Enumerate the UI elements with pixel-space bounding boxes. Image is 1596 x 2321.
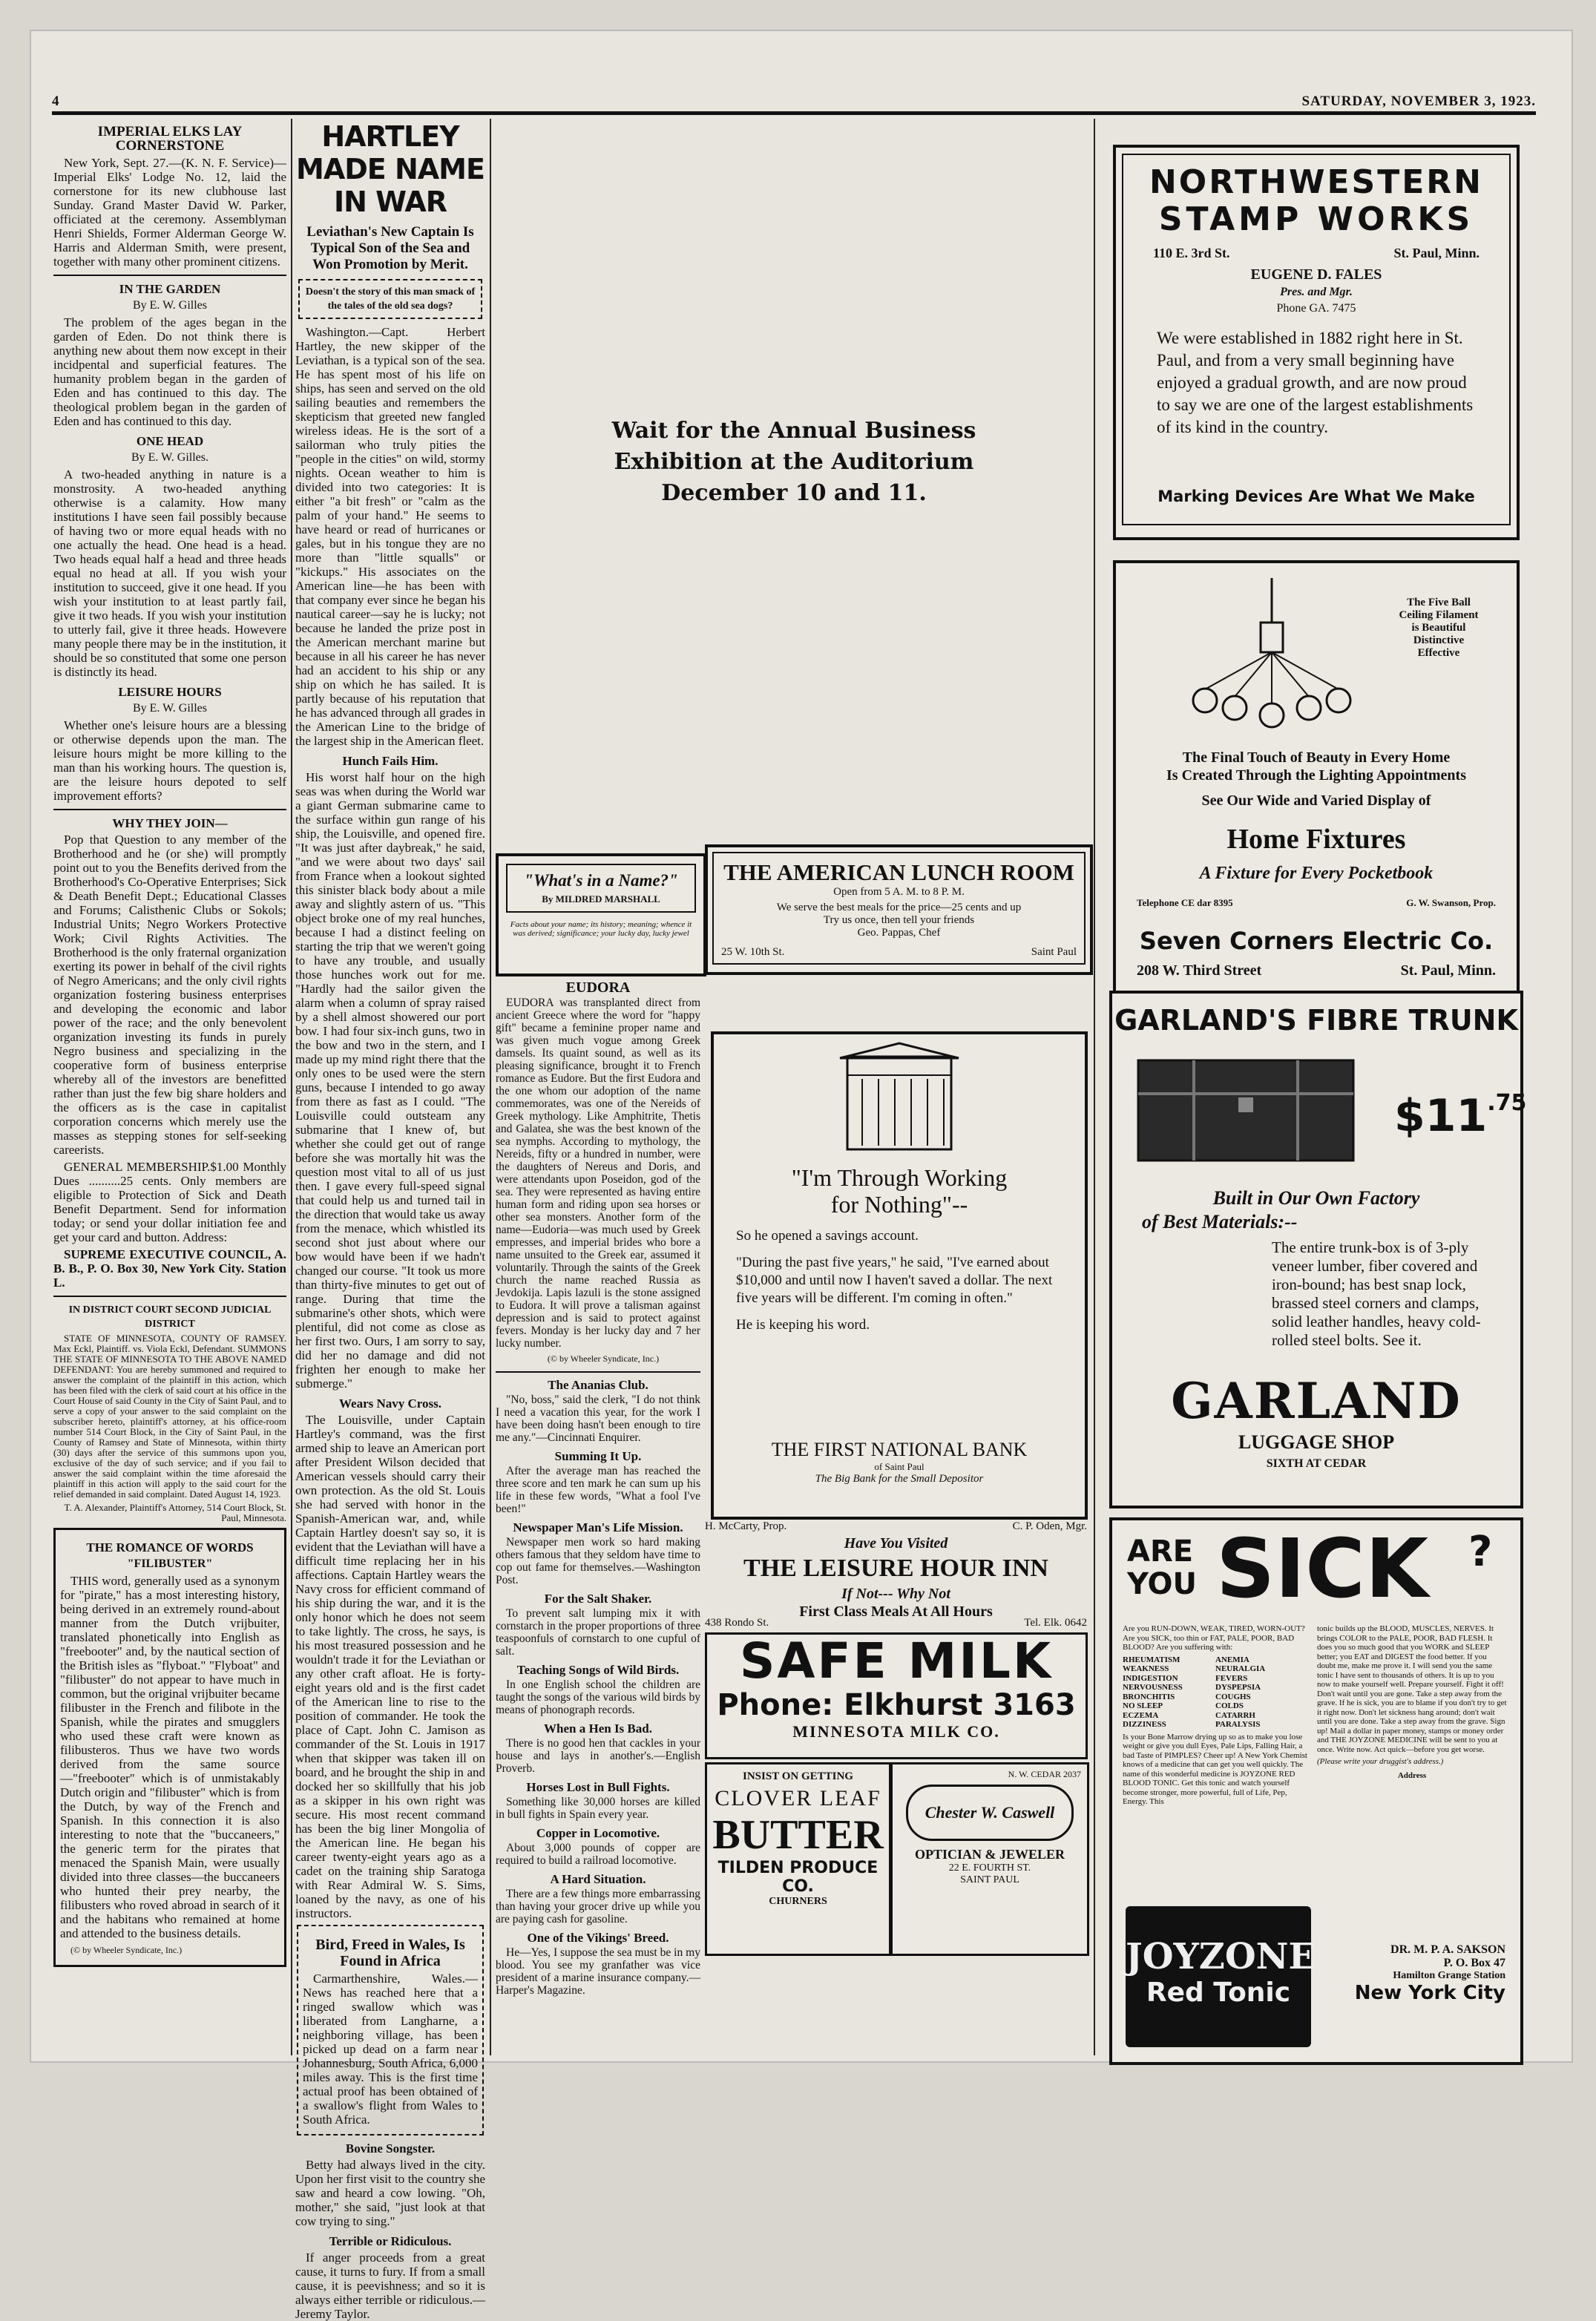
bovine-article: Betty had always lived in the city. Upon her first visit to the country she saw and heard a cow lowing. "Oh, mother," she said, "just look at that cow trying to sing."	[295, 2158, 485, 2228]
trunk-price-dollars: $11	[1394, 1090, 1488, 1142]
hartley-article-part1: Washington.—Capt. Herbert Hartley, the new skipper of the Leviathan, is a typical son of the sea. He has spent most of his life on ships, has seen and served on the old sailing beauties and remembers the skepticism that greeted new fangled wireless ideas. He is the sort of a sailorman who truly pities the "people in the cities" on wild, stormy nights. Ocean weather to him is divided into two categories: It is either "a bit fresh" or "calm as the palm of your hand." He seems to have heard or read of hurricanes or gales, but in his tongue they are no more than "little squalls" or "kickups." His associates on the American line—he has been with that company ever since he began his nautical career—say he is lucky; not because he landed the prize post in the American merchant marine but because in all his career he has never had an accident to his ship or any ship on which he has sailed. It is partly because of his reputation that he has advanced through all grades in the American Line to the bridge of the largest ship in the American fleet.	[295, 325, 485, 748]
eudora-column	[496, 976, 700, 2055]
romance-article: THIS word, generally used as a synonym for "pirate," has a most interesting history, being derived in an extremely round-about manner from the Dutch vrijbuiter, translated phonetically into English as "freebooter" and, by the nautical section of the British isles as "flyboat." "Flyboat" and "filibuster" do not appear to have much in common, but the original vrijbuiter became filibuster in the French and filibote in the Spanish, while the pirates and smugglers who used these craft were known as filibusteros. Thus we have two words derived from the same source—"freebooter" which is of unmistakably Dutch origin and "filibuster" which is from the Dutch, by way of the French and Spanish. In this connection it is also interesting to note that the "buccaneers," the generic term for the pirates that menaced the Spanish Main, were usually divided into three classes—the buccaneers who hunted their prey nearby, the filibusters who roved abroad in search of it and the habitans who remained at home and attended to the business details.	[60, 1574, 280, 1940]
lunch-room-city: Saint Paul	[1031, 946, 1077, 958]
caswell-city: SAINT PAUL	[960, 1874, 1019, 1885]
lunch-room-title: THE AMERICAN LUNCH ROOM	[723, 859, 1074, 885]
salt-article: To prevent salt lumping mix it with cornstarch in the proper proportions of three teaspoonfuls of cornstarch to one cupful of salt.	[496, 1607, 700, 1658]
trunk-built-1: Built in Our Own Factory	[1212, 1187, 1420, 1209]
newspaper-article: Newspaper men work so hard making others famous that they seldom have time to cop out fame for themselves.—Washington Post.	[496, 1536, 700, 1586]
bank-signature	[729, 1439, 1070, 1485]
ailment-item: COLDS	[1215, 1701, 1244, 1710]
divider	[53, 1296, 286, 1297]
trunk-illustration	[1134, 1053, 1357, 1164]
page-number: 4	[52, 93, 59, 109]
trunk-price-cents: .75	[1487, 1090, 1527, 1116]
ailment-item: RHEUMATISM	[1123, 1655, 1180, 1664]
hartley-pullquote: Doesn't the story of this man smack of the tales of the old sea dogs?	[298, 279, 482, 319]
court-summons: STATE OF MINNESOTA, COUNTY OF RAMSEY. Max Eckl, Plaintiff. vs. Viola Eckl, Defendant. SUMMONS THE STATE OF MINNESOTA TO THE ABOVE NAMED DEFENDANT: You are hereby summoned and required to answer the complaint of the plaintiff in this action, which has been filed with the clerk of said court at his office in the Court House of said County in the City of Saint Paul, and to serve a copy of your answer to the said complaint on the subscriber hereto, plaintiff's attorney, at his office-room number 514 Court Block, in the City of Saint Paul, in the County of Ramsey and State of Minnesota, within thirty (30) days after the service of this summons upon you, exclusive of the day of such service; and if you fail to answer the said complaint within the time aforesaid the plaintiff in this action will apply to the said court for the relief demanded in said complaint. Dated August 14, 1923.	[53, 1333, 286, 1500]
sick-left-column	[1123, 1624, 1308, 1807]
leisure-inn-ifnot: If Not--- Why Not	[841, 1586, 950, 1602]
home-fixtures: Home Fixtures	[1226, 824, 1406, 855]
bank-slogan: The Big Bank for the Small Depositor	[815, 1473, 984, 1485]
leisure-inn-manager: C. P. Oden, Mgr.	[1012, 1520, 1087, 1532]
summing-headline: Summing It Up.	[554, 1449, 642, 1463]
garden-headline: IN THE GARDEN	[119, 282, 221, 296]
clover-insist: INSIST ON GETTING	[743, 1770, 853, 1782]
ailment-item: DYSPEPSIA	[1215, 1683, 1261, 1692]
bank-line-1: So he opened a savings account.	[736, 1228, 919, 1244]
summing-article: After the average man has reached the three score and ten mark he can sum up his life in these few words, "What a fool I've been!"	[496, 1465, 700, 1515]
electric-pocketbook: A Fixture for Every Pocketbook	[1199, 864, 1434, 883]
eudora-article: EUDORA was transplanted direct from ancient Greece where the word for "happy gift" became a feminine proper name and was given much vogue among Greek damsels. Its quaint sound, as well as its pleasing significance, brought it to French romance as Eudore. But the first Eudora and the one whom our adoption of the name commemorates, was one of the Nereids of Greek mythology. Like Amphitrite, Thetis and Galatea, she was the best known of the sea nymphs. According to mythology, the Nereids, fifty or a hundred in number, were the daughters of Nereus and Doris, and were attendants upon Poseidon, god of the sea. They were represented as having entire human form and riding upon sea horses or other sea monsters. Another form of the name—Eudoria—was much used by Greek empresses, and imperial brides who bore a name unsuited to the Greek ear, assumed it voluntarily. Through the saints of the Greek church the name reached Russia as Jevdokija. Lapis lazuli is the stone assigned to Eudora. It will prove a talisman against depression and is said to protect against fevers. Monday is her lucky day and 7 her lucky number.	[496, 997, 700, 1350]
clover-churners: CHURNERS	[769, 1896, 827, 1907]
ailment-item: CATARRH	[1215, 1710, 1255, 1720]
caswell-address: 22 E. FOURTH ST.	[948, 1862, 1031, 1874]
salt-headline: For the Salt Shaker.	[544, 1592, 652, 1606]
leisure-inn-visited: Have You Visited	[844, 1535, 948, 1552]
joyzone-red-tonic: Red Tonic	[1146, 1977, 1291, 2008]
trunk-price	[1394, 1090, 1526, 1142]
joyzone-logo: JOYZONE	[1126, 1936, 1316, 1977]
newspaper-headline: Newspaper Man's Life Mission.	[513, 1520, 683, 1534]
column-rule	[490, 119, 491, 2055]
trunk-built	[1112, 1186, 1520, 1234]
hartley-article-part3: The Louisville, under Captain Hartley's command, was the first armed ship to leave an American port after President Wilson decided that American vessels should carry their own protection. As the old St. Louis she had served with honor in the Spanish-American war, and, while Captain Hartley doesn't say so, it is evident that the Leviathan will have a difficult time replacing her in his affections. Captain Hartley wears the Navy cross for efficient command of his ship during the war, and it is the only honor which he does not seem to take lightly. The cross, he says, is his most treasured possession and he wouldn't trade it for the Leviathan or any other craft afloat. He is forty-eight years old and is the first cadet of the American line to rise to the position of commander. He took the place of Capt. John C. Jamison as commander of the St. Louis in 1917 when that skipper was taken ill on board, and he brought the ship in and docked her so skillfully that his job as a skipper in his own right was secure. His most recent command has been the big liner Mongolia of the American line. He began his career twenty-eight years ago as a cadet on the training ship Saratoga with Rear Admiral W. S. Sims, loaned by the navy, as one of his instructors.	[295, 1413, 485, 1920]
lunch-room-chef: Geo. Pappas, Chef	[857, 927, 941, 939]
ailment-item: DIZZINESS	[1123, 1720, 1166, 1729]
court-signature: T. A. Alexander, Plaintiff's Attorney, 514 Court Block, St. Paul, Minnesota.	[64, 1502, 286, 1523]
garden-byline: By E. W. Gilles	[132, 299, 207, 312]
electric-city: St. Paul, Minn.	[1400, 962, 1496, 979]
clover-leaf-butter-ad	[705, 1762, 891, 1956]
situation-headline: A Hard Situation.	[550, 1872, 646, 1886]
bird-headline: Bird, Freed in Wales, Is Found in Africa	[315, 1937, 465, 1969]
leisure-inn-name: THE LEISURE HOUR INN	[743, 1555, 1048, 1582]
sick-you: YOU	[1127, 1567, 1198, 1601]
column-rule	[291, 119, 292, 2055]
eudora-credit: (© by Wheeler Syndicate, Inc.)	[547, 1353, 660, 1364]
safe-milk-title: SAFE MILK	[739, 1632, 1054, 1690]
ailment-item: PARALYSIS	[1215, 1720, 1261, 1729]
ailment-item: ECZEMA	[1123, 1710, 1159, 1720]
page-header	[52, 91, 1536, 113]
electric-line-1: The Final Touch of Beauty in Every Home	[1182, 749, 1451, 766]
sick-address-label: Address	[1397, 1770, 1427, 1780]
stamp-works-body: We were established in 1882 right here in St. Paul, and from a very small beginning have enjoyed a gradual growth, and are now proud to say we are one of the largest establishments of its kind in the country.	[1157, 329, 1474, 436]
ailments-left	[1123, 1655, 1215, 1730]
join-article: Pop that Question to any member of the Brotherhood and he (or she) will promptly point out to you the Benefits derived from the Brotherhood's Co-Operative Enterprises; Sick & Death Benefit Dept.; Educational Classes and Forums; Calisthenic Clubs or Sokols; Industrial Units; Negro Workers Protective Work; Civil Rights Activities. The Brotherhood is the only fraternal organization exerting its power in behalf of the civil rights of Negro Americans; and the only civil rights organization fostering business enterprises and developing the economic and labor power of the race; and the only benevolent organization investing its funds in purely Negro business and specializing in the cooperative form of business enterprise whereby all of the investors are benefitted rather than just the few big share holders and the officers as is the case in capitalist corporation concerns which merely use the masses as stepping stones for self-seeking careerists.	[53, 833, 286, 1157]
sick-headline: SICK	[1216, 1521, 1429, 1616]
lunch-room-hours: Open from 5 A. M. to 8 P. M.	[833, 886, 965, 898]
vikings-article: He—Yes, I suppose the sea must be in my blood. You see my granfather was vice president of a marine insurance company.—Harper's Magazine.	[496, 1946, 700, 1997]
stamp-works-phone: Phone GA. 7475	[1276, 302, 1356, 315]
court-headline: IN DISTRICT COURT SECOND JUDICIAL DISTRICT	[68, 1304, 272, 1330]
join-fees: GENERAL MEMBERSHIP.$1.00 Monthly Dues ..........25 cents. Only members are eligible to Protection of Sick and Death Benefit Department. Send for information today; or send your dollar initiation fee and get your card and button. Address:	[53, 1160, 286, 1244]
romance-credit: (© by Wheeler Syndicate, Inc.)	[70, 1945, 183, 1955]
join-headline: WHY THEY JOIN—	[112, 816, 228, 830]
leisure-article: Whether one's leisure hours are a blessing or otherwise depends upon the man. The leisure hours might be more killing to the man than his working hours. The question is, are the leisure hours depoted to self improvement efforts?	[53, 718, 286, 803]
stamp-works-owner: EUGENE D. FALES	[1250, 266, 1382, 283]
garland-trunk-ad	[1109, 991, 1527, 1509]
stamp-works-address: 110 E. 3rd St.	[1153, 246, 1230, 260]
bank-headline	[729, 1164, 1070, 1218]
leisure-headline: LEISURE HOURS	[118, 685, 222, 699]
trunk-body: The entire trunk-box is of 3-ply veneer lumber, fiber covered and iron-bound; has best snap lock, brassed steel corners and clamps, solid leather handles, heavy cold-rolled steel bolts. See it.	[1272, 1238, 1481, 1349]
songs-headline: Teaching Songs of Wild Birds.	[516, 1663, 680, 1677]
ailment-item: NERVOUSNESS	[1123, 1683, 1183, 1692]
sick-are-you	[1127, 1535, 1197, 1601]
first-national-bank-ad	[711, 1031, 1088, 1520]
trunk-title: GARLAND'S FIBRE TRUNK	[1114, 1004, 1518, 1037]
lunch-room-line-1: We serve the best meals for the price—25 cents and up	[776, 902, 1022, 913]
leisure-inn-meals: First Class Meals At All Hours	[799, 1603, 993, 1620]
ananias-article: "No, boss," said the clerk, "I do not think I need a vacation this year, for the work I have been doing hasn't been enough to tire me any."—Cincinnati Enquirer.	[496, 1393, 700, 1444]
stamp-works-title-2: STAMP WORKS	[1158, 200, 1474, 238]
sick-ailments	[1123, 1655, 1308, 1730]
electric-address: 208 W. Third Street	[1137, 962, 1262, 979]
clover-butter: BUTTER	[712, 1812, 884, 1858]
bird-box	[297, 1925, 484, 2135]
bank-line-2: He is keeping his word.	[736, 1317, 870, 1333]
bank-name: THE FIRST NATIONAL BANK	[771, 1439, 1028, 1460]
ailment-item: BRONCHITIS	[1123, 1692, 1175, 1701]
electric-line-2: Is Created Through the Lighting Appointments	[1166, 767, 1466, 784]
divider	[496, 1371, 700, 1373]
leisure-inn-address: 438 Rondo St.	[705, 1617, 769, 1629]
caswell-logo: Chester W. Caswell	[906, 1785, 1074, 1841]
bank-headline-line-2: for Nothing"--	[830, 1191, 968, 1218]
sick-right-column	[1317, 1624, 1507, 1780]
stamp-works-tagline: Marking Devices Are What We Make	[1157, 487, 1475, 505]
join-address: SUPREME EXECUTIVE COUNCIL, A. B. B., P. O. Box 30, New York City. Station L.	[53, 1247, 286, 1290]
sick-body-right: tonic builds up the BLOOD, MUSCLES, NERVES. It brings COLOR to the PALE, POOR, BAD FLESH. It does you so much good that you WORK and SLEEP better; you EAT and DIGEST the food better. If you doubt me, make me prove it. I will send you the same tonic I have sent to thousands of others. It is up to you now to make yourself well. Prepare yourself. Fight it off! Don't wait until you are gone. Take a step away from the grave. If he is sick, you are to blame if you don't try to get it right now. Don't let sickness hang around; don't wait until you are done. Take a step away from the grave. Sign up! Mail a dollar in paper money, stamps or money order and THE JOYZONE MEDICINE will be sent to you at once. Write now. Act quick—before you get worse.	[1317, 1624, 1507, 1754]
trunk-built-2: of Best Materials:--	[1142, 1211, 1298, 1232]
electric-telephone: Telephone CE dar 8395	[1137, 897, 1233, 908]
whats-in-a-name-facts: Facts about your name; its history; meaning; whence it was derived; significance; your lucky day, lucky jewel	[510, 920, 692, 938]
romance-box	[53, 1528, 286, 1967]
ailments-right	[1215, 1655, 1308, 1730]
joyzone-ad	[1109, 1517, 1523, 2065]
ailment-item: NEURALGIA	[1215, 1664, 1266, 1673]
safe-milk-company: MINNESOTA MILK CO.	[792, 1722, 1000, 1741]
copper-headline: Copper in Locomotive.	[536, 1826, 660, 1840]
terrible-headline: Terrible or Ridiculous.	[329, 2234, 452, 2248]
joyzone-city: New York City	[1354, 1982, 1505, 2004]
eudora-headline: EUDORA	[565, 979, 631, 996]
sick-intro: Are you RUN-DOWN, WEAK, TIRED, WORN-OUT? Are you SICK, too thin or FAT, PALE, POOR, BAD BLOOD? Are you suffering with:	[1123, 1624, 1305, 1652]
joyzone-box: P. O. Box 47	[1443, 1957, 1505, 1969]
lunch-room-address: 25 W. 10th St.	[721, 946, 785, 958]
clover-company: TILDEN PRODUCE CO.	[717, 1859, 879, 1896]
songs-article: In one English school the children are taught the songs of the various wild birds by means of phonograph records.	[496, 1678, 700, 1716]
column-rule	[1094, 119, 1095, 2055]
exhibition-line-2: Exhibition at the Auditorium	[614, 449, 974, 475]
divider	[53, 275, 286, 276]
joyzone-contact	[1327, 1943, 1505, 2004]
elks-headline: IMPERIAL ELKS LAY CORNERSTONE	[97, 124, 243, 154]
joyzone-logo-box	[1126, 1906, 1316, 2047]
bovine-headline: Bovine Songster.	[345, 2141, 436, 2156]
ceiling-lamp-illustration	[1160, 578, 1383, 741]
onehead-byline: By E. W. Gilles.	[131, 451, 208, 464]
ananias-headline: The Ananias Club.	[548, 1378, 648, 1392]
whats-in-a-name-box	[496, 853, 706, 976]
stamp-works-role: Pres. and Mgr.	[1280, 286, 1353, 298]
stamp-works-city: St. Paul, Minn.	[1393, 246, 1480, 260]
romance-headline: THE ROMANCE OF WORDS	[86, 1540, 254, 1555]
whats-in-a-name-byline: By MILDRED MARSHALL	[542, 893, 660, 905]
joyzone-station: Hamilton Grange Station	[1393, 1970, 1505, 1981]
electric-intro	[1116, 749, 1517, 810]
romance-subhead: "FILIBUSTER"	[127, 1557, 213, 1570]
lamp-caption: The Five Ball Ceiling Filament is Beautiful Distinctive Effective	[1399, 597, 1479, 659]
safe-milk-phone: Phone: Elkhurst 3163	[717, 1688, 1076, 1722]
sick-question: ?	[1468, 1528, 1493, 1576]
ailment-item: COUGHS	[1215, 1692, 1251, 1701]
sick-are: ARE	[1127, 1534, 1194, 1569]
joyzone-doctor: DR. M. P. A. SAKSON	[1390, 1943, 1505, 1956]
hartley-deck: Leviathan's New Captain Is Typical Son of the Sea and Won Promotion by Merit.	[306, 224, 474, 272]
ailment-item: NO SLEEP	[1123, 1701, 1163, 1710]
header-rule	[52, 111, 1536, 115]
exhibition-notice	[505, 416, 1083, 509]
leisure-byline: By E. W. Gilles	[132, 702, 207, 715]
sick-note: (Please write your druggist's address.)	[1317, 1757, 1444, 1766]
leisure-inn-tel: Tel. Elk. 0642	[1024, 1617, 1087, 1629]
situation-article: There are a few things more embarrassing than having your grocer drive up while you are paying cash for gasoline.	[496, 1888, 700, 1926]
sick-body-left: Is your Bone Marrow drying up so as to make you lose weight or give you dull Eyes, Pale Lips, Falling Hair, a bad Taste of PIMPLES? Cheer up! A New York Chemist knows of a medicine that can get you well quickly. The name of this wonderful medicine is JOYZONE RED BLOOD TONIC. Get this tonic and watch yourself become stronger, more powerful, full of Life, Pep, Energy. This	[1123, 1732, 1307, 1806]
hartley-headline: HARTLEY MADE NAME IN WAR	[296, 120, 485, 218]
column-1	[53, 120, 286, 2055]
clover-name: CLOVER LEAF	[715, 1786, 881, 1810]
hen-headline: When a Hen Is Bad.	[544, 1721, 652, 1736]
column-2	[295, 120, 485, 2321]
bird-article: Carmarthenshire, Wales.—News has reached here that a ringed swallow which was liberated from Langharne, a neighboring village, has been picked up dead on a farm near Johannesburg, South Africa, 6,000 miles away. This is the first time actual proof has been obtained of a swallow's flight from Wales to South Africa.	[303, 1972, 478, 2127]
bank-building-illustration	[833, 1042, 966, 1153]
ailment-item: ANEMIA	[1215, 1655, 1249, 1664]
safe-milk-ad	[705, 1632, 1088, 1759]
whats-in-a-name-title: "What's in a Name?"	[524, 871, 678, 890]
ailment-item: INDIGESTION	[1123, 1673, 1178, 1683]
garden-article: The problem of the ages began in the garden of Eden. Do not think there is anything new about them now except in their incidpental and superficial features. The humanity problem began in the garden of Eden and has continued to this day. The theological problem began in the garden of Eden and has continued to this day.	[53, 315, 286, 428]
hen-article: There is no good hen that cackles in your house and lays in another's.—English Proverb.	[496, 1737, 700, 1775]
caswell-phone: N. W. CEDAR 2037	[1008, 1769, 1081, 1779]
vikings-headline: One of the Vikings' Breed.	[527, 1931, 669, 1945]
caswell-ad	[890, 1762, 1089, 1956]
stamp-works-title-1: NORTHWESTERN	[1149, 163, 1484, 201]
stamp-works-ad	[1113, 145, 1520, 540]
garland-logo: GARLAND	[1171, 1372, 1462, 1430]
bank-body	[736, 1227, 1063, 1334]
bank-quote: "During the past five years," he said, "I've earned about $10,000 and until now I haven't saved a dollar. The next five years will be different. I'm coming in often."	[736, 1255, 1053, 1306]
bank-city: of Saint Paul	[874, 1461, 925, 1472]
bank-headline-line-1: "I'm Through Working	[791, 1164, 1008, 1191]
hartley-subhead-2: Wears Navy Cross.	[338, 1396, 442, 1411]
ailment-item: WEAKNESS	[1123, 1664, 1169, 1673]
terrible-article: If anger proceeds from a great cause, it turns to fury. If from a small cause, it is peevishness; and so it is always either terrible or ridiculous.—Jeremy Taylor.	[295, 2251, 485, 2321]
ailment-item: FEVERS	[1215, 1673, 1248, 1683]
copper-article: About 3,000 pounds of copper are required to build a railroad locomotive.	[496, 1842, 700, 1867]
exhibition-line-1: Wait for the Annual Business	[611, 418, 976, 444]
leisure-inn-proprietor: H. McCarty, Prop.	[705, 1520, 787, 1532]
divider	[53, 809, 286, 810]
caswell-trade: OPTICIAN & JEWELER	[914, 1847, 1065, 1862]
exhibition-line-3: December 10 and 11.	[661, 480, 927, 506]
electric-owner: G. W. Swanson, Prop.	[1406, 897, 1496, 908]
page-date: SATURDAY, NOVEMBER 3, 1923.	[1301, 93, 1536, 109]
leisure-hour-inn-ad	[705, 1517, 1087, 1629]
lunch-room-ad	[705, 844, 1093, 975]
elks-article: New York, Sept. 27.—(K. N. F. Service)—Imperial Elks' Lodge No. 12, laid the cornerstone for its new clubhouse last Sunday. Grand Master David W. Parker, officiated at the ceremony. Assemblyman Henri Shields, Former Alderman George W. Harris and Alderman Smith, were present, together with many other prominent citizens.	[53, 156, 286, 269]
garland-location: SIXTH AT CEDAR	[1266, 1457, 1367, 1470]
horses-article: Something like 30,000 horses are killed in bull fights in Spain every year.	[496, 1796, 700, 1821]
onehead-article: A two-headed anything in nature is a monstrosity. A two-headed anything otherwise is a calamity. How many institutions I have seen fail possibly because of having two or more equal heads with no one actually the head. One head is a head. Two heads equal half a head and three heads equal no head at all. If you wish your institution to succeed, give it one head. If you wish your institution to at least partly fail, give it two heads. If you wish your institution to utterly fail, give it three heads. Howevere many people there may be in the institution, it should be so constituted that some one person is distinctly its head.	[53, 467, 286, 679]
lunch-room-line-2: Try us once, then tell your friends	[823, 914, 975, 926]
onehead-headline: ONE HEAD	[136, 434, 204, 448]
horses-headline: Horses Lost in Bull Fights.	[526, 1780, 670, 1794]
electric-company-name: Seven Corners Electric Co.	[1139, 927, 1494, 955]
garland-shop: LUGGAGE SHOP	[1238, 1431, 1395, 1453]
hartley-subhead-1: Hunch Fails Him.	[342, 754, 439, 768]
hartley-article-part2: His worst half hour on the high seas was when during the World war a giant German submarine came to the surface within gun range of his ship, the Louisville, and opened fire. "It was just after daybreak," he said, "and we were about two days' sail from France when a lookout sighted this sinister black body about a mile away and slightly astern of us. "This object broke one of my real hunches, because I had a distinct feeling on starting the trip that we weren't going to have any trouble, and usually those hunches work out for me. "Hardly had the sailor given the alarm when a column of spray raised by a shell almost showered our port bow. I had four six-inch guns, two in the bow and two in the stern, and I made up my mind right there that the only ones to be used were the stern guns, because I intended to go away from there as fast as I could. "The Louisville could outsteam any submarine that I knew of, but whether she could get out of range before she was mortally hit was the question most vital to all of us just then. I gave every full-speed signal that could help us and turned tail in the direction that would take us away from the menace, which whistled its second shot just about where our bow would have been if we hadn't changed our course. "It took us more than thirty-five minutes to get out of range. During that time the submarine's other shots, which were plentiful, did not come as close as her first two. Ours, I am sorry to say, did her no damage and did not frighten her enough to make her submerge."	[295, 770, 485, 1391]
electric-line-3: See Our Wide and Varied Display of	[1201, 792, 1431, 809]
